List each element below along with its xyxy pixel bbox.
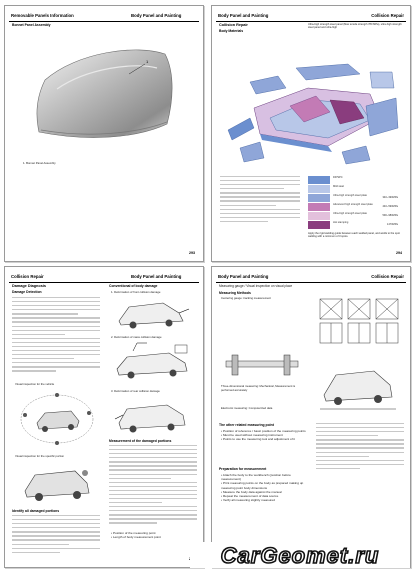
points-list <box>221 429 307 442</box>
bullet-item: • Repeat the measurement of data source <box>221 494 279 499</box>
legend-swatch <box>308 212 330 220</box>
bullet-text: Must be used without measuring instrument <box>222 433 283 438</box>
legend-name: Hot stamping <box>333 221 349 224</box>
legend-item <box>308 194 398 203</box>
header-left: Removable Panels Information <box>11 13 74 18</box>
legend-swatch <box>308 221 330 229</box>
bullet-text: Attach the body to the workbench (position before measurement) <box>221 473 291 482</box>
page-header <box>9 11 199 22</box>
header-right: Collision Repair <box>371 13 404 18</box>
header-left: Body Panel and Painting <box>218 13 269 18</box>
section-title: Damage Diagnosis <box>12 284 46 288</box>
legend-value: 590~980MPa <box>382 214 398 217</box>
page-number: 293 <box>189 251 195 255</box>
rear-collision-diagram <box>113 395 193 435</box>
body-text-lines <box>220 176 300 225</box>
page-header <box>216 11 406 22</box>
tool-description: Centering gauge: tracking measurement <box>221 296 271 300</box>
bullet-item: • Points to use the measuring tool and adjustment of it <box>221 437 296 442</box>
legend-value: 1470MPa <box>386 223 398 226</box>
header-right: Body Panel and Painting <box>131 274 182 279</box>
bullet-text: Verify all measuring slightly measured <box>222 498 275 503</box>
header-left: Body Panel and Painting <box>218 274 269 279</box>
header-left: Collision Repair <box>11 274 44 279</box>
bonnet-illustration <box>17 34 187 149</box>
body-text-lines <box>109 445 197 527</box>
logo-text: CarGeomet.ru <box>220 543 380 568</box>
bullet-item: • Measure the body data against the manual <box>221 489 282 494</box>
legend-item <box>308 212 398 221</box>
page-header <box>216 272 406 283</box>
lead-text: Measuring gauge / Visual inspection on visual place <box>219 284 293 288</box>
page-damage-diagnosis <box>4 266 204 568</box>
visual-inspection-label: Visual inspection for the vehicle <box>15 382 55 386</box>
legend-item <box>308 203 398 212</box>
prep-heading: Preparation for measurement <box>219 467 267 471</box>
page-header <box>9 272 199 283</box>
legend-name: Advanced high strength steel plate <box>333 203 373 206</box>
svg-text:1: 1 <box>146 59 149 64</box>
legend-name: Ultra-high strength steel plate <box>333 194 367 197</box>
bullet-text: Measure the body data against the manual <box>222 489 282 494</box>
legend-value: 340~390MPa <box>382 196 398 199</box>
body-text-lines <box>12 515 100 556</box>
section-title: Collision Repair <box>219 23 248 27</box>
legend-item <box>308 176 398 185</box>
measurement-heading: Measurement of the damaged portions <box>109 439 172 443</box>
legend-name: DP/SPC <box>333 176 343 179</box>
cargeomet-logo <box>190 542 410 568</box>
measurement-bullets <box>111 531 161 539</box>
figure-caption: 1. Bonnet Panel Assembly <box>23 161 56 165</box>
identify-heading: Identify all damaged portions <box>12 509 60 513</box>
bullet-item: • Print measuring points on the body as prepared making up measuring point body dimensions <box>221 481 304 490</box>
subsection-title: Body Materials <box>219 29 244 33</box>
legend-swatch <box>308 185 330 193</box>
conventional-heading: Conventional of body damage <box>109 284 158 288</box>
subsection-title: Damage Detection <box>12 290 42 294</box>
page-number: 294 <box>396 251 402 255</box>
bullet-text: Position of the measuring point <box>112 531 156 535</box>
body-text-lines <box>316 423 404 472</box>
measuring-heading: Measuring Methods <box>219 291 251 295</box>
mass-collision-label: 2. Deformation of mass collision damage <box>111 335 162 339</box>
legend-swatch <box>308 194 330 202</box>
bullet-item: • Must be used without measuring instrument <box>221 433 283 438</box>
legend-swatch <box>308 176 330 184</box>
page-body-materials <box>211 5 411 262</box>
bullet-text: Points to use the measuring tool and adjustment of it <box>222 437 296 442</box>
bullet-text: Position of reference / basic position of the measuring points <box>222 429 306 433</box>
bullet-item: • Length of body measurement point <box>111 535 161 540</box>
rear-collision-label: 3. Deformation of rear collision damage <box>111 389 160 393</box>
legend-item <box>308 185 398 194</box>
bullet-text: Print measuring points on the body as prepared making up measuring point body dimensions <box>221 481 304 490</box>
legend-value: 440~590MPa <box>382 205 398 208</box>
centering-gauge-diagram <box>316 295 402 347</box>
body-structure-diagram <box>220 58 402 166</box>
bullet-text: Apply the rigid welding guide between each welded panel, and welds to the spot welding with a minimum of 3 spots. <box>308 232 400 239</box>
intro-text: Ultra-high strength steel panel (Max tensile strength 780 MPa), ultra-high strength steel panel and ultra-high <box>308 23 402 30</box>
car-measurement-diagram <box>316 357 400 415</box>
tool-description: Electronic measuring: Computerized data <box>221 406 273 410</box>
front-collision-label: 1. Deformation of front collision damage <box>111 290 161 294</box>
legend-item <box>308 221 398 230</box>
legend-name: Ultra-high strength steel plate <box>333 212 367 215</box>
legend-swatch <box>308 203 330 211</box>
car-rear-inspection-diagram <box>17 461 97 503</box>
specific-inspection-label: Visual inspection for the specific portion <box>15 454 65 458</box>
section-title: Bonnet Panel Assembly <box>12 23 51 27</box>
bullet-item: • Attach the body to the workbench (position before measurement) <box>221 473 291 482</box>
tracking-gauge-diagram <box>222 351 302 381</box>
page-bonnet-panel <box>4 5 204 262</box>
bullet-text: Repeat the measurement of data source <box>222 494 279 499</box>
legend-name: Mild steel <box>333 185 344 188</box>
page-measuring-methods <box>211 266 411 568</box>
bullet-item: • Verify all measuring slightly measured <box>221 498 275 503</box>
bullet-text: Length of body measurement point <box>112 535 161 540</box>
car-inspection-diagram <box>15 389 99 449</box>
body-text-lines <box>12 297 100 374</box>
bullet-item: • Position of reference / basic position of the measuring points <box>221 429 306 433</box>
prep-list <box>221 473 307 502</box>
header-right: Body Panel and Painting <box>131 13 182 18</box>
tool-description: Three-dimensional measuring: Mechanical, Measurement is performed accurately <box>221 384 296 392</box>
bullet-item: • Position of the measuring point <box>111 531 156 535</box>
mass-collision-diagram <box>113 341 193 385</box>
header-right: Collision Repair <box>371 274 404 279</box>
points-heading: The other related measuring point <box>219 423 274 427</box>
front-collision-diagram <box>113 295 193 331</box>
